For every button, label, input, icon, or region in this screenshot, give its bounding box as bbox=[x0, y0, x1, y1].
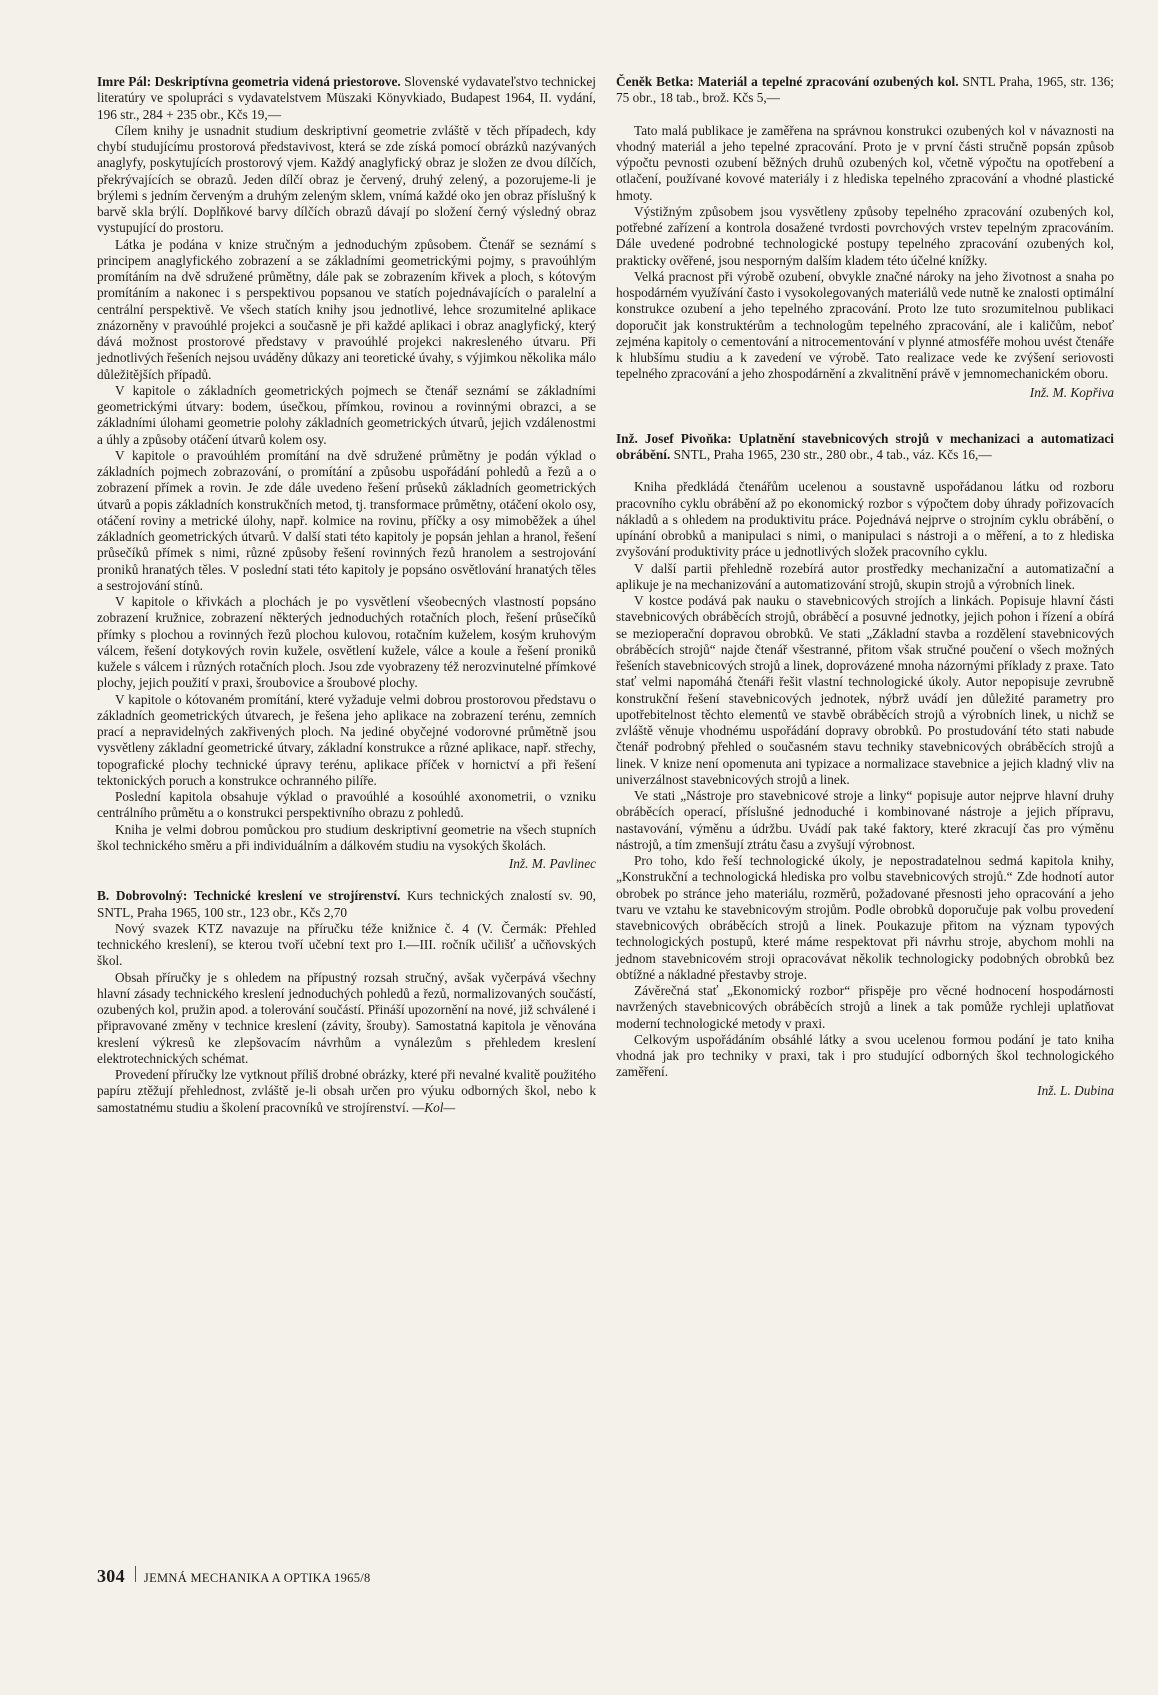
review-paragraph: Látka je podána v knize stručným a jednoduchým způsobem. Čtenář se seznámí s principem anaglyfického zobrazení a se základními geometrickými pojmy, s pravoúhlým promítáním na dvě sdružené průmětny, dále pak se zobrazením křivek a ploch, s kótovým promítáním a nakonec i s perspektivou popsanou ve statích pojednávajících o paralelní a centrální perspektivě. Ve všech statích knihy jsou jednotlivé, lehce srozumitelné aplikace znázorněny v pravoúhlé projekci a současně je při každé aplikaci i obraz anaglyfický, který dává možnost prostorové představy v pravoúhlé projekci nakresleného útvaru. Při jednotlivých řešeních nejsou uváděny důkazy ani teoretické úvahy, s výjimkou několika málo důležitějších případů. bbox=[97, 236, 596, 382]
review-publication-info: Slovenské vydavateľstvo technickej literatúry ve spolupráci s vydavatelstvem Müszaki Könyvkiado, Budapest 1964, II. vydání, 196 str., 284 + 235 obr., Kčs 19,— bbox=[97, 74, 596, 122]
review-spacer bbox=[616, 401, 1114, 431]
review-paragraph: V kapitole o pravoúhlém promítání na dvě sdružené průmětny je podán výklad o základních pojmech zobrazování, o promítání a způsobu uspořádání pohledů a řezů a o zobrazení přímek a rovin. Je zde dále uvedeno řešení průseků základních geometrických útvarů a popis základních konstrukčních metod, tj. transformace průmětny, otáčení okolo osy, otáčení roviny a metrické úlohy, např. kolmice na rovinu, příčky a osy mimoběžek a úhel základních geometrických útvarů. V další stati této kapitoly je popsán jehlan a hranol, řešení průsečíků přímek s nimi, různé způsoby řešení rovinných řezů hranolem a sestrojování proniků hranatých těles. V poslední stati této kapitoly je popsáno osvětlování hranatých těles a sestrojování stínů. bbox=[97, 447, 596, 593]
page-footer bbox=[97, 1566, 371, 1587]
review-title: Čeněk Betka: Materiál a tepelné zpracování ozubených kol. bbox=[616, 74, 959, 89]
review-paragraph: V kapitole o křivkách a plochách je po vysvětlení všeobecných vlastností popsáno zobrazení kružnice, zobrazení některých jednoduchých rotačních ploch, řešení průsečíků přímky s plochou a rovinných řezů plochou kulovou, rotačním kuželem, kosým kruhovým válcem, řešení dotykových rovin kužele, osvětlení kužele, válce a koule a řešení proniků kužele s válcem i různých rotačních ploch. Jsou zde vyobrazeny též nerozvinutelné přímkové plochy, jejich použití v praxi, šroubovice a šroubové plochy. bbox=[97, 594, 596, 691]
review-paragraph-text: Provedení příručky lze vytknout příliš drobné obrázky, které při nevalné kvalitě použitého papíru ztěžují přehlednost, zvláště je-li obsah určen pro výuku odborných škol, nebo k samostatnému studiu a školení pracovníků ve strojírenství. bbox=[97, 1067, 596, 1115]
footer-divider bbox=[135, 1566, 136, 1582]
review-paragraph: Pro toho, kdo řeší technologické úkoly, je nepostradatelnou sedmá kapitola knihy, „Konstrukční a technologická hlediska pro volbu stavebnicových strojů.“ Zde hodnotí autor obrobek po stránce jeho materiálu, rozměrů, požadované přesnosti jeho opracování a jeho tvaru ve vztahu ke stavebnicovým strojům. Podle obrobků doporučuje pak volbu provedení stavebnicových obráběcích strojů a linek. Poukazuje přitom na význam typových technologických postupů, které máme respektovat při návrhu stroje, abychom mohli na jednom stavebnicovém stroji opracovávat několik technologicky podobných obrobků bez obtížné a nákladné přestavby stroje. bbox=[616, 853, 1114, 982]
review-signature: Inž. M. Pavlinec bbox=[508, 856, 596, 871]
review-title: Imre Pál: Deskriptívna geometria videná priestorove. bbox=[97, 74, 401, 89]
review-paragraph: Cílem knihy je usnadnit studium deskriptivní geometrie zvláště v těch případech, kdy chybí studujícímu prostorová představivost, která se zde získá pomocí obrázků nazývaných anaglyfy, poskytujících prostorový vjem. Každý anaglyfický obraz je složen ze dvou dílčích, překrývajících se obrazů. Jeden dílčí obraz je červený, druhý zelený, a pozorujeme-li je brýlemi s jedním červeným a druhým zeleným sklem, vnímá každé oko jen obraz příslušný k barvě skla brýlí. Doplňkové barvy dílčích obrazů dávají po složení černý výsledný obraz vystupující do prostoru. bbox=[97, 122, 596, 236]
review-paragraph: Obsah příručky je s ohledem na přípustný rozsah stručný, avšak vyčerpává všechny hlavní zásady technického kreslení jednoduchých pohledů a řezů, normalizovaných součástí, ozubených kol, pružin apod. a tolerování součástí. Přináší upozornění na nové, již schválené i připravované změny v technice kreslení (závity, šrouby). Samostatná kapitola je věnována kreslení výkresů ke zlepšovacím návrhům a vynálezům s přehledem kreslení elektrotechnických schémat. bbox=[97, 969, 596, 1066]
review-paragraph: Kniha předkládá čtenářům ucelenou a soustavně uspořádanou látku od rozboru pracovního cyklu obrábění až po ekonomický rozbor s výpočtem doby úhrady pořizovacích nákladů a s ohledem na produktivitu práce. Pojednává nejprve o strojním cyklu obrábění, o upínání obrobků a manipulaci s nimi, o manipulaci s nástroji a o měření, a to z hlediska zvyšování produktivity práce u jednotlivých složek pracovního cyklu. bbox=[616, 479, 1114, 560]
review-paragraph: Ve stati „Nástroje pro stavebnicové stroje a linky“ popisuje autor nejprve hlavní druhy obráběcích operací, příslušné jednoduché i kombinované nástroje a jejich přípravu, nastavování, výměnu a údržbu. Uvádí pak také faktory, které zkracují čas pro výměnu nástrojů, a tím zmenšují ztrátu času a zvyšují výrobnost. bbox=[616, 788, 1114, 852]
review-header bbox=[616, 431, 1114, 464]
review-publication-info: SNTL Praha, 1965, str. 136; 75 obr., 18 tab., brož. Kčs 5,— bbox=[616, 74, 1114, 106]
review-title: Inž. Josef Pivoňka: Uplatnění stavebnicových strojů v mechanizaci a automatizaci obrábění. bbox=[616, 430, 1114, 462]
review-paragraph: V kapitole o základních geometrických pojmech se čtenář seznámí se základními geometrickými útvary: bodem, úsečkou, přímkou, rovinou a rovinnými obrazci, a se základními úlohami geometrie polohy základních geometrických útvarů, jejich vzdálenostmi a úhly a způsoby otáčení útvarů kolem osy. bbox=[97, 382, 596, 447]
journal-name: JEMNÁ MECHANIKA A OPTIKA 1965/8 bbox=[143, 1571, 371, 1585]
right-column bbox=[616, 74, 1114, 1099]
review-paragraph: Poslední kapitola obsahuje výklad o pravoúhlé a kosoúhlé axonometrii, o vzniku centrálního průmětu a o konstrukci perspektivního obrazu z pohledů. bbox=[97, 789, 596, 821]
review-signature: Inž. M. Kopřiva bbox=[1029, 384, 1114, 400]
review-paragraph: Tato malá publikace je zaměřena na správnou konstrukci ozubených kol v návaznosti na vhodný materiál a jeho tepelné zpracování. Proto je v první části stručně popsán způsob výpočtu pevnosti ozubení běžných druhů ozubených kol, včetně výpočtu na opotřebení a otlačení, používané kovové materiály i z hlediska tepelného zpracování a vhodné plastické hmoty. bbox=[616, 122, 1114, 203]
review-header bbox=[97, 888, 596, 921]
review-publication-info: Kurs technických znalostí sv. 90, SNTL, Praha 1965, 100 str., 123 obr., Kčs 2,70 bbox=[97, 888, 596, 920]
review-header bbox=[616, 74, 1114, 107]
review-publication-info: SNTL, Praha 1965, 230 str., 280 obr., 4 tab., váz. Kčs 16,— bbox=[670, 447, 992, 462]
review-pivonka bbox=[616, 431, 1114, 1099]
review-paragraph: Velká pracnost při výrobě ozubení, obvykle značné nároky na jeho životnost a snaha po hospodárném využívání často i vysokolegovaných materiálů vede nutně ke znalosti optimální konstrukce ozubení a jeho tepelného zpracování. Proto lze tuto srozumitelnou publikaci doporučit jak konstruktérům a technologům tepelného zpracování, ale i kaličům, neboť zejména kapitoly o cementování a nitrocementování v plynné atmosféře mohou uvést čtenáře k hlubšímu studiu a k zavedení ve výrobě. Tato realizace vede ke zvýšení seriovosti tepelného zpracování a jeho zhospodárnění a zkvalitnění právě v jemnomechanickém oboru. bbox=[616, 268, 1114, 382]
review-header bbox=[97, 74, 596, 123]
review-paragraph: V další partii přehledně rozebírá autor prostředky mechanizační a automatizační a aplikuje je na mechanizování a automatizování strojů, skupin strojů a výrobních linek. bbox=[616, 560, 1114, 592]
review-spacer bbox=[616, 463, 1114, 479]
review-paragraph: V kapitole o kótovaném promítání, které vyžaduje velmi dobrou prostorovou představu o základních geometrických útvarech, je řešena jeho aplikace na zobrazení terénu, zemních prací a nepravidelných zakřivených ploch. Na jediné obyčejné vodorovné průmětně jsou vysvětleny základní geometrické útvary, základní konstrukce a různé aplikace, např. střechy, topografické plochy technické úpravy terénu, aplikace příček v hornictví a při řešení tektonických poruch a konstrukce ochranného pilíře. bbox=[97, 691, 596, 788]
left-column bbox=[97, 74, 596, 1116]
review-pal bbox=[97, 74, 596, 872]
page-number: 304 bbox=[97, 1566, 125, 1586]
review-paragraph: Výstižným způsobem jsou vysvětleny způsoby tepelného zpracování ozubených kol, potřebné zařízení a kontrola dosažené tvrdosti povrchových vrstev tepelným zpracováním. Dále uvedené podrobné technologické postupy tepelného zpracování ozubených kol, prakticky ověřené, jsou nesporným dalším kladem této účelné knížky. bbox=[616, 203, 1114, 268]
review-paragraph bbox=[97, 1067, 596, 1116]
review-signature: Inž. L. Dubina bbox=[1037, 1082, 1114, 1098]
review-dobrovolny bbox=[97, 888, 596, 1116]
review-paragraph: V kostce podává pak nauku o stavebnicových strojích a linkách. Popisuje hlavní části stavebnicových obráběcích strojů, obráběcí a posuvné jednotky, jejich pohon i řízení a obírá se mezioperační dopravou obrobků. Ve stati „Základní stavba a rozdělení stavebnicových obráběcích strojů“ najde čtenář všestranné, přitom však stručné poučení o všech možných řešeních stavebnicových strojů a linek, doprovázené mnoha názornými příklady z praxe. Tato stať velmi napomáhá čtenáři řešit vlastní technologické úkoly. Autor nepopisuje zevrubně konstrukční řešení stavebnicových jednotek, nýbrž uvádí jen důležité parametry pro upotřebitelnost těchto elementů ve stavbě obráběcích strojů a výrobních linek, u nichž se zvláště věnuje vhodnému uspořádání dopravy obrobků. Po prostudování této stati nabude čtenář podrobný přehled o současném stavu techniky stavebnicových obráběcích strojů a linek. V knize není opomenuta ani typizace a normalizace stavebnice a jejich kladný vliv na univerzálnost stavebnicových strojů a linek. bbox=[616, 593, 1114, 787]
review-title: B. Dobrovolný: Technické kreslení ve strojírenství. bbox=[97, 888, 401, 904]
review-spacer bbox=[616, 107, 1114, 123]
review-paragraph: Nový svazek KTZ navazuje na příručku téže knižnice č. 4 (V. Čermák: Přehled technického kreslení), se kterou tvoří učební text pro I.—III. ročník učilišť a učňovských škol. bbox=[97, 920, 596, 969]
review-spacer bbox=[97, 872, 596, 888]
review-paragraph: Závěrečná stať „Ekonomický rozbor“ přispěje pro věcné hodnocení hospodárnosti navržených stavebnicových obráběcích strojů a linek a tak pomůže rychleji uplatňovat moderní technologické metody v praxi. bbox=[616, 983, 1114, 1031]
review-paragraph: Kniha je velmi dobrou pomůckou pro studium deskriptivní geometrie na všech stupních škol technického směru a při individuálním a dálkovém studiu na vysokých školách. bbox=[97, 821, 596, 853]
review-betka bbox=[616, 74, 1114, 401]
review-signature: —Kol— bbox=[412, 1099, 456, 1115]
review-paragraph: Celkovým uspořádáním obsáhlé látky a svou ucelenou formou podání je tato kniha vhodná jak pro techniky v praxi, tak i pro studující odborných škol technologického zaměření. bbox=[616, 1031, 1114, 1080]
